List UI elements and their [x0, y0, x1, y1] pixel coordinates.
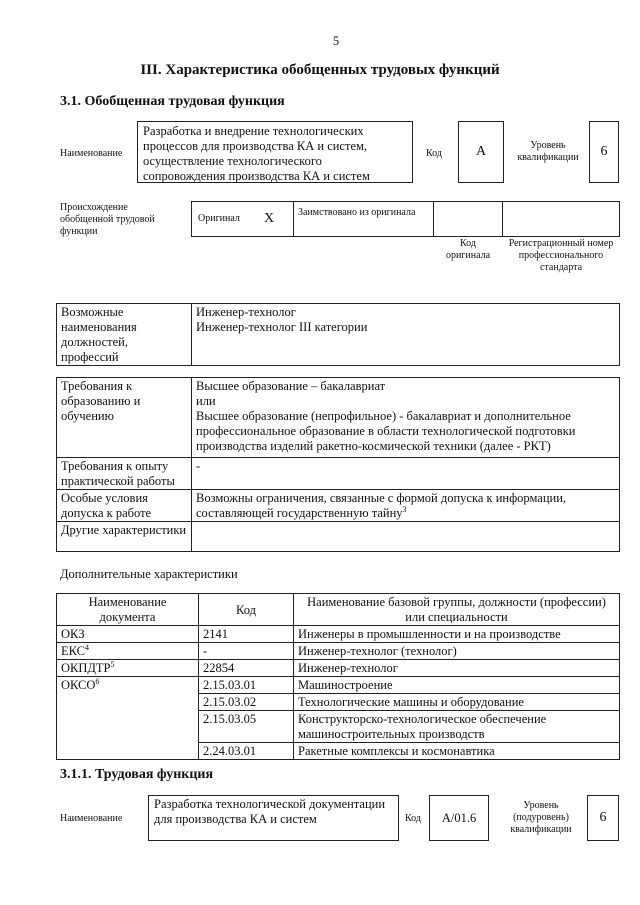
gtf-name-box: [137, 121, 413, 183]
gtf-heading: 3.1. Обобщенная трудовая функция: [60, 94, 285, 109]
table-row: [57, 643, 620, 660]
row-name: Машиностроение: [294, 677, 620, 694]
row-code: 22854: [199, 660, 294, 677]
row-code: -: [199, 643, 294, 660]
gtf-original-label: Оригинал: [198, 213, 240, 224]
positions-values: [192, 304, 620, 366]
page-number: 5: [332, 34, 340, 48]
tf-code-value: A/01.6: [441, 810, 477, 825]
table-row: [57, 626, 620, 643]
positions-table: [56, 303, 620, 366]
gtf-name-label: Наименование: [60, 148, 123, 159]
req-access-label: Особые условия допуска к работе: [57, 490, 192, 522]
row-doc-footnote: 6: [95, 676, 100, 686]
gtf-code-value: A: [475, 144, 487, 159]
requirements-table: [56, 377, 620, 552]
additional-header-code: Код: [199, 594, 294, 626]
additional-heading: Дополнительные характеристики: [60, 567, 238, 581]
row-doc-text: ОКЗ: [61, 627, 85, 641]
req-education-line: Высшее образование – бакалавриат: [196, 379, 386, 393]
tf-heading: 3.1.1. Трудовая функция: [60, 767, 214, 782]
additional-table: [56, 593, 620, 760]
tf-level-label: Уровень (подуровень) квалификации: [510, 800, 572, 835]
additional-header-doc: Наименование документа: [57, 594, 199, 626]
origin-divider-2: [433, 202, 434, 236]
row-name: Инженер-технолог (технолог): [294, 643, 620, 660]
position-item: Инженер-технолог: [196, 305, 296, 319]
tf-name-label: Наименование: [60, 813, 123, 824]
tf-level-box: [587, 795, 619, 841]
row-name: Ракетные комплексы и космонавтика: [294, 743, 620, 760]
gtf-name-text: Разработка и внедрение технологических процессов для производства КА и систем, осуществление технологического сопровождения производства КА и систем: [143, 124, 370, 183]
table-row: [57, 660, 620, 677]
row-name: Технологические машины и оборудование: [294, 694, 620, 711]
row-doc: [57, 643, 199, 660]
tf-code-box: [429, 795, 489, 841]
row-doc-footnote: 4: [85, 642, 89, 652]
row-name: Конструкторско-технологическое обеспечение машиностроительных производств: [294, 711, 620, 743]
row-doc-text: ЕКС: [61, 644, 85, 658]
req-education-label: Требования к образованию и обучению: [57, 378, 192, 458]
gtf-code-box: [458, 121, 504, 183]
gtf-level-value: 6: [600, 144, 608, 159]
row-name: Инженер-технолог: [294, 660, 620, 677]
tf-code-label: Код: [405, 813, 421, 824]
gtf-origin-code-caption: Код оригинала: [445, 238, 491, 261]
origin-divider-3: [502, 202, 503, 236]
row-doc: [57, 626, 199, 643]
tf-name-box: [148, 795, 399, 841]
section-title: III. Характеристика обобщенных трудовых функций: [140, 62, 500, 78]
req-other-label: Другие характеристики: [57, 522, 192, 552]
row-code: 2.15.03.02: [199, 694, 294, 711]
row-code: 2.24.03.01: [199, 743, 294, 760]
req-other-value: [192, 522, 620, 552]
row-doc: [57, 660, 199, 677]
table-row: [57, 677, 620, 694]
req-education-line: или: [196, 394, 216, 408]
row-code: 2.15.03.05: [199, 711, 294, 743]
additional-header-name: Наименование базовой группы, должности (профессии) или специальности: [294, 594, 620, 626]
row-doc-text: ОКПДТР: [61, 661, 111, 675]
req-education-line: Высшее образование (непрофильное) - бакалавриат и дополнительное профессиональное образование в области технологической подготовки производства изделий ракетно-космической техники (далее - РКТ): [196, 409, 576, 453]
req-experience-value: -: [192, 458, 620, 490]
gtf-reg-number-caption: Регистрационный номер профессионального стандарта: [508, 238, 614, 273]
positions-label: Возможные наименования должностей, профессий: [57, 304, 192, 366]
origin-divider-1: [293, 202, 294, 236]
row-doc: [57, 677, 199, 760]
gtf-origin-table: [191, 201, 620, 237]
position-item: Инженер-технолог III категории: [196, 320, 368, 334]
gtf-original-mark: X: [264, 211, 275, 226]
gtf-code-label: Код: [426, 148, 442, 159]
req-experience-label: Требования к опыту практической работы: [57, 458, 192, 490]
tf-level-value: 6: [599, 810, 607, 825]
gtf-origin-label: Происхождение обобщенной трудовой функции: [60, 202, 155, 237]
req-access-text: Возможны ограничения, связанные с формой допуска к информации, составляющей государственную тайну: [196, 491, 567, 520]
gtf-borrowed-label: Заимствовано из оригинала: [298, 207, 416, 218]
footnote-ref: 3: [402, 504, 407, 514]
gtf-level-label: Уровень квалификации: [517, 140, 579, 163]
row-code: 2.15.03.01: [199, 677, 294, 694]
row-doc-text: ОКСО: [61, 678, 96, 692]
tf-name-text: Разработка технологической документации для производства КА и систем: [154, 797, 386, 826]
gtf-level-box: [589, 121, 619, 183]
row-name: Инженеры в промышленности и на производстве: [294, 626, 620, 643]
row-code: 2141: [199, 626, 294, 643]
req-access-value: [192, 490, 620, 522]
req-education-value: [192, 378, 620, 458]
row-doc-footnote: 5: [110, 659, 115, 669]
